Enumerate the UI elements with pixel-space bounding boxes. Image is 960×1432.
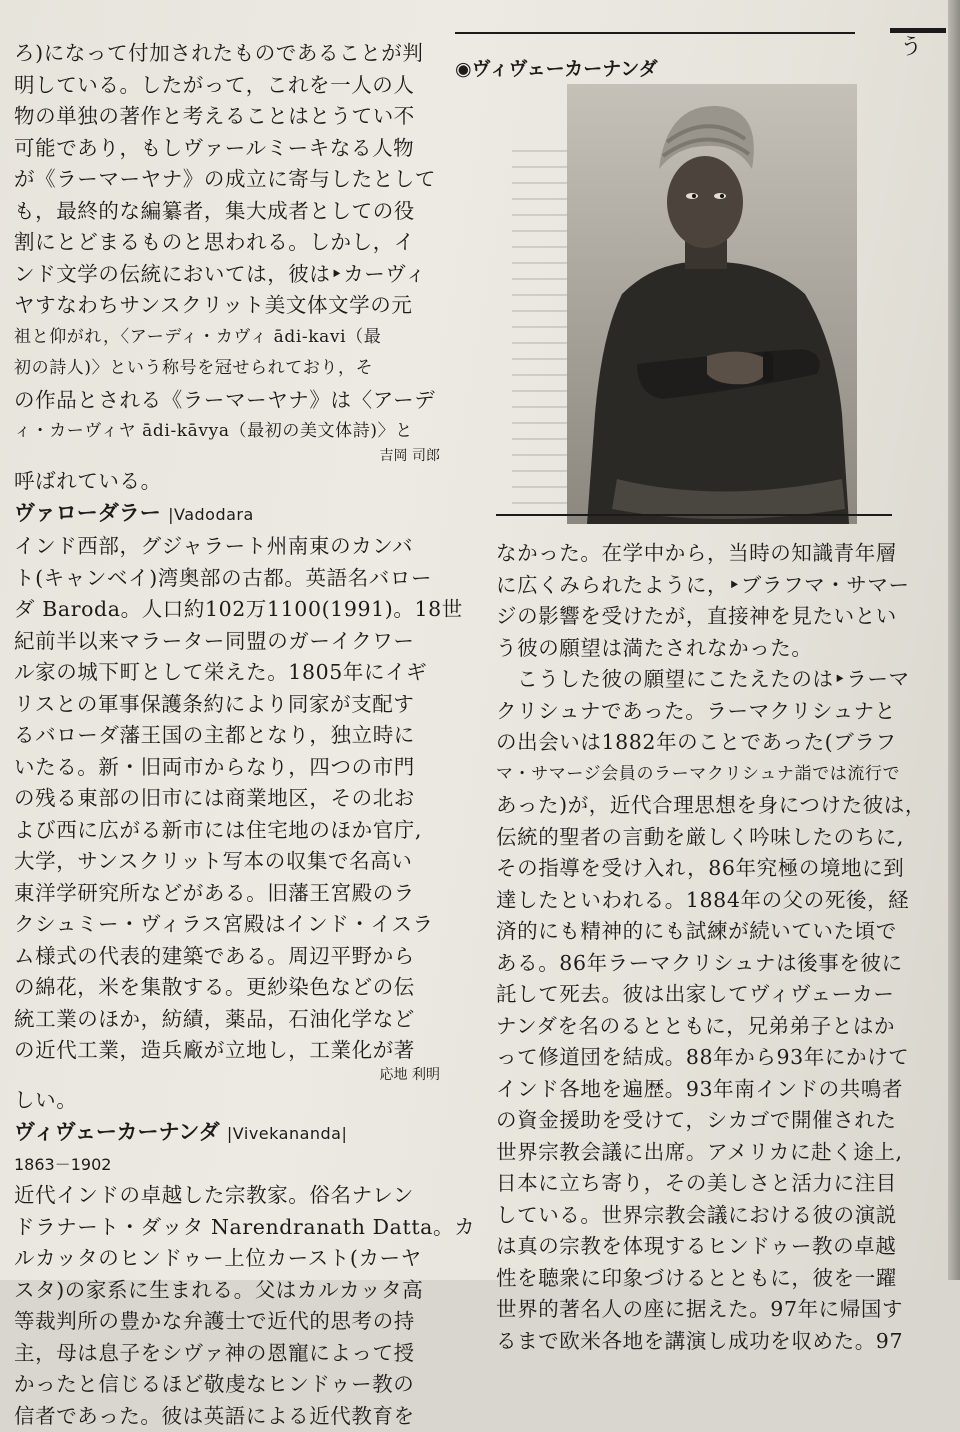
text-line: よび西に広がる新市には住宅地のほか官庁,	[14, 815, 454, 847]
author-signature: 応地 利明	[14, 1065, 454, 1085]
text-line: マ・サマージ会員のラーマクリシュナ詣では流行で	[496, 759, 940, 791]
entry-roman-title: |Vadodara	[168, 505, 254, 524]
text-line: 初の詩人)〉という称号を冠せられており，そ	[14, 353, 454, 385]
photo-bottom-rule	[496, 514, 892, 516]
entry-title: ヴァローダラー	[14, 501, 161, 525]
text-line: ジの影響を受けたが，直接神を見たいとい	[496, 601, 940, 633]
text-line: その指導を受け入れ，86年究極の境地に到	[496, 853, 940, 885]
text-line: 東洋学研究所などがある。旧藩王宮殿のラ	[14, 878, 454, 910]
text-line: 呼ばれている。	[14, 466, 454, 498]
portrait-illustration	[567, 84, 857, 524]
entry-vadodara	[14, 497, 454, 1116]
text-line: ヤすなわちサンスクリット美文体文学の元	[14, 290, 454, 322]
text-line: ム様式の代表的建築である。周辺平野から	[14, 941, 454, 973]
text-line: ある。86年ラーマクリシュナは後事を彼に	[496, 948, 940, 980]
text-line: クリシュナであった。ラーマクリシュナと	[496, 696, 940, 728]
text-line: ィ・カーヴィヤ ādi-kāvya（最初の美文体詩)〉と	[14, 416, 454, 448]
text-line: も，最終的な編纂者，集大成者としての役	[14, 196, 454, 228]
text-line: スタ)の家系に生まれる。父はカルカッタ高	[14, 1275, 454, 1307]
text-line: ダ Baroda。人口約102万1100(1991)。18世	[14, 594, 454, 626]
text-line: 日本に立ち寄り，その美しさと活力に注目	[496, 1168, 940, 1200]
text-line: に広くみられたように，‣ブラフマ・サマー	[496, 570, 940, 602]
text-line: しい。	[14, 1085, 454, 1117]
photo-caption: ◉ヴィヴェーカーナンダ	[455, 54, 658, 81]
text-line: 性を聴衆に印象づけるとともに，彼を一躍	[496, 1263, 940, 1295]
text-line: ナンダを名のるとともに，兄弟弟子とはか	[496, 1011, 940, 1043]
text-line: が《ラーマーヤナ》の成立に寄与したとして	[14, 164, 454, 196]
text-line: の作品とされる《ラーマーヤナ》は〈アーデ	[14, 385, 454, 417]
right-column	[496, 538, 940, 1357]
intro-text	[14, 38, 454, 497]
text-line: ろ)になって付加されたものであることが判	[14, 38, 454, 70]
author-signature: 吉岡 司郎	[14, 446, 454, 466]
entry-title: ヴィヴェーカーナンダ	[14, 1120, 220, 1144]
text-line: 伝統的聖者の言動を厳しく吟味したのちに,	[496, 822, 940, 854]
text-line: 等裁判所の豊かな弁護士で近代的思考の持	[14, 1306, 454, 1338]
text-line: 近代インドの卓越した宗教家。俗名ナレン	[14, 1180, 454, 1212]
text-line: の残る東部の旧市には商業地区，その北お	[14, 783, 454, 815]
text-line: の近代工業，造兵廠が立地し，工業化が著	[14, 1035, 454, 1067]
text-line: 世界的著名人の座に据えた。97年に帰国す	[496, 1294, 940, 1326]
text-line: 祖と仰がれ，〈アーディ・カヴィ ādi-kavi（最	[14, 322, 454, 354]
text-line: るまで欧米各地を講演し成功を収めた。97	[496, 1326, 940, 1358]
text-line: ンド文学の伝統においては，彼は‣カーヴィ	[14, 259, 454, 291]
text-line: リスとの軍事保護条約により同家が支配す	[14, 689, 454, 721]
portrait-photo	[567, 84, 857, 524]
text-line: の出会いは1882年のことであった(ブラフ	[496, 727, 940, 759]
text-line: 統工業のほか，紡績，薬品，石油化学など	[14, 1004, 454, 1036]
text-line: の資金援助を受けて，シカゴで開催された	[496, 1105, 940, 1137]
text-line: るバローダ藩王国の主都となり，独立時に	[14, 720, 454, 752]
entry-roman-title: |Vivekananda|	[227, 1124, 347, 1143]
text-line: 済的にも精神的にも試練が続いていた頃で	[496, 916, 940, 948]
entry-years: 1863－1902	[14, 1150, 454, 1180]
text-line: は真の宗教を体現するヒンドゥー教の卓越	[496, 1231, 940, 1263]
text-line: ル家の城下町として栄えた。1805年にイギ	[14, 657, 454, 689]
text-line: いたる。新・旧両市からなり，四つの市門	[14, 752, 454, 784]
text-line: かったと信じるほど敬虔なヒンドゥー教の	[14, 1369, 454, 1401]
text-line: ト(キャンベイ)湾奥部の古都。英語名バロー	[14, 563, 454, 595]
text-line: ドラナート・ダッタ Narendranath Datta。カ	[14, 1212, 454, 1244]
entry-heading	[14, 1116, 454, 1150]
entry-vivekananda	[14, 1116, 454, 1432]
text-line: こうした彼の願望にこたえたのは‣ラーマ	[496, 664, 940, 696]
text-line: 大学，サンスクリット写本の収集で名高い	[14, 846, 454, 878]
text-line: 可能であり，もしヴァールミーキなる人物	[14, 133, 454, 165]
index-tab	[890, 28, 946, 66]
left-column	[14, 38, 454, 1432]
text-line: インド各地を遍歴。93年南インドの共鳴者	[496, 1074, 940, 1106]
text-line: あった)が，近代合理思想を身につけた彼は，	[496, 790, 940, 822]
text-line: 信者であった。彼は英語による近代教育を	[14, 1401, 454, 1432]
photo-figure	[455, 32, 855, 504]
text-line: なかった。在学中から，当時の知識青年層	[496, 538, 940, 570]
text-line: って修道団を結成。88年から93年にかけて	[496, 1042, 940, 1074]
text-line: 物の単独の著作と考えることはとうてい不	[14, 101, 454, 133]
text-line: している。世界宗教会議における彼の演説	[496, 1200, 940, 1232]
page-edge	[948, 0, 960, 1280]
text-line: ルカッタのヒンドゥー上位カースト(カーヤ	[14, 1243, 454, 1275]
entry-heading	[14, 497, 454, 531]
text-line: 割にとどまるものと思われる。しかし，イ	[14, 227, 454, 259]
index-tab-kana: う	[900, 35, 922, 60]
text-line: インド西部，グジャラート州南東のカンバ	[14, 531, 454, 563]
text-line: クシュミー・ヴィラス宮殿はインド・イスラ	[14, 909, 454, 941]
text-line: 託して死去。彼は出家してヴィヴェーカー	[496, 979, 940, 1011]
text-line: 紀前半以来マラーター同盟のガーイクワー	[14, 626, 454, 658]
text-line: 世界宗教会議に出席。アメリカに赴く途上,	[496, 1137, 940, 1169]
text-line: の綿花，米を集散する。更紗染色などの伝	[14, 972, 454, 1004]
text-line: 明している。したがって，これを一人の人	[14, 70, 454, 102]
text-line: う彼の願望は満たされなかった。	[496, 633, 940, 665]
text-line: 主，母は息子をシヴァ神の恩寵によって授	[14, 1338, 454, 1370]
text-line: 達したといわれる。1884年の父の死後，経	[496, 885, 940, 917]
